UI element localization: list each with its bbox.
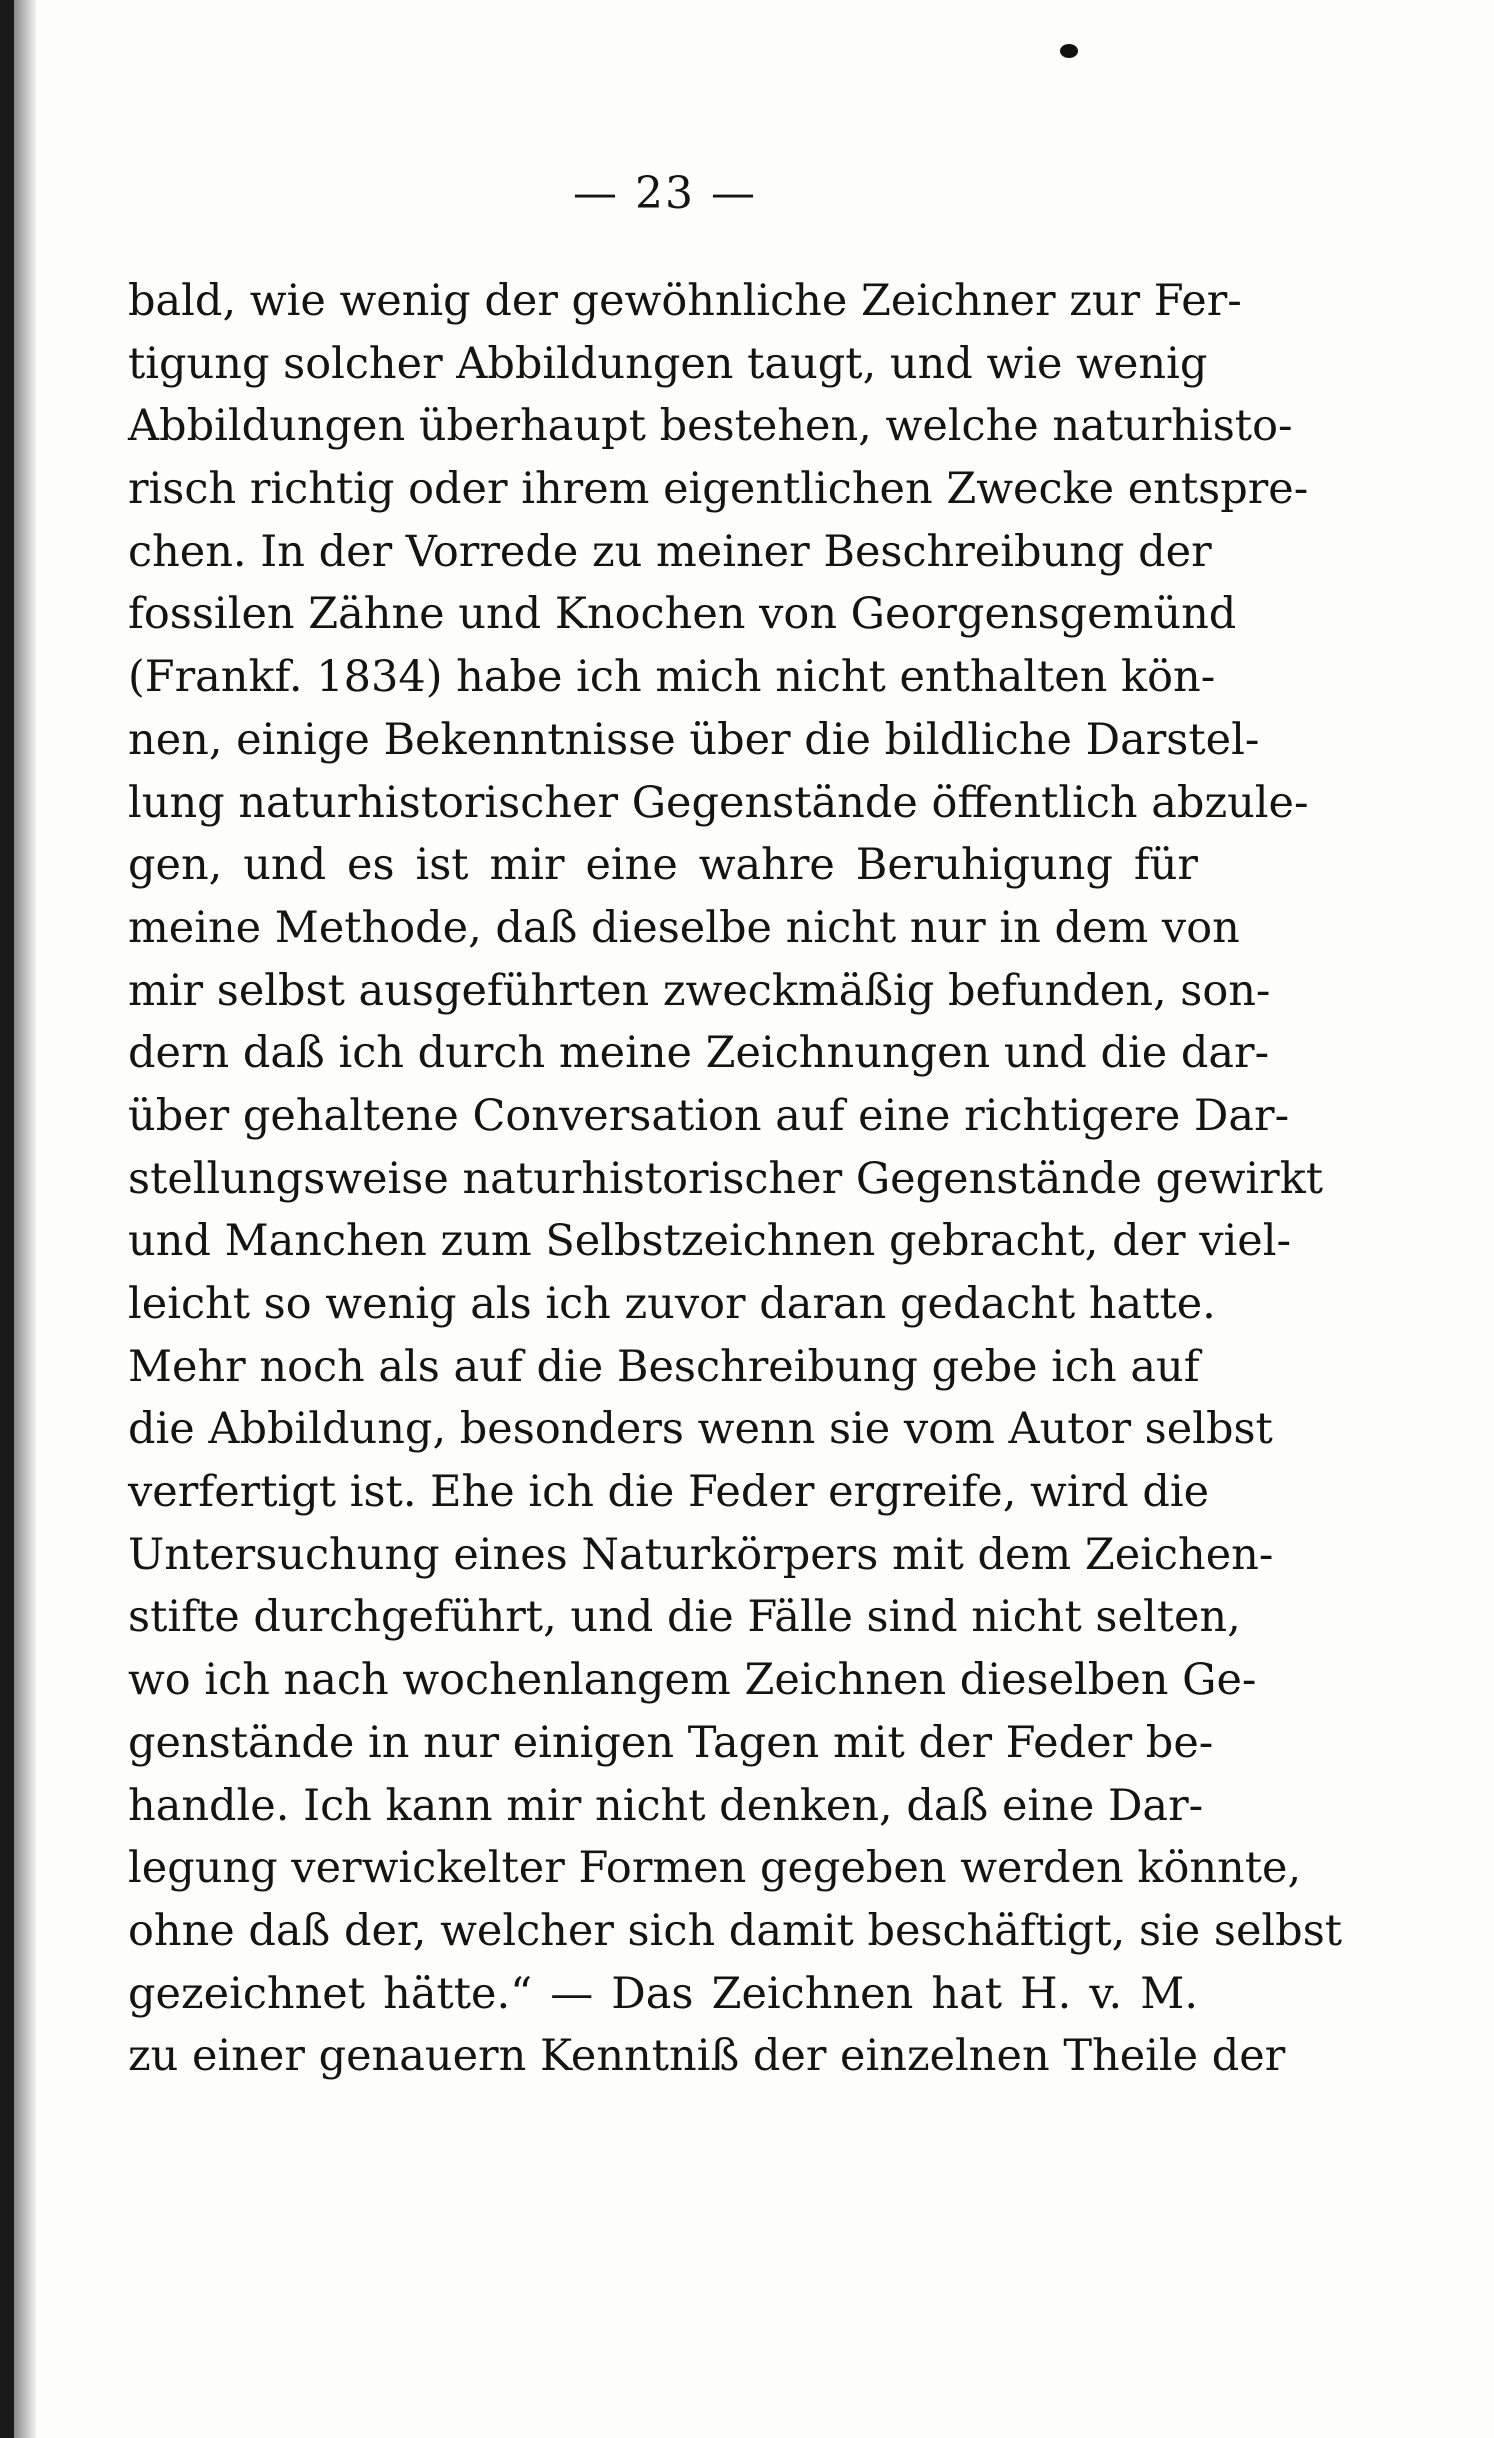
body-text [128,270,1343,2088]
text-line: gen, und es ist mir eine wahre Beruhigung für [128,840,1198,891]
text-line: (Frankf. 1834) habe ich mich nicht enthalten kön- [128,652,1216,703]
text-line: leicht so wenig als ich zuvor daran gedacht hatte. [128,1279,1216,1329]
text-line: bald, wie wenig der gewöhnliche Zeichner zur Fer- [128,276,1242,326]
text-line: tigung solcher Abbildungen taugt, und wie wenig [128,338,1208,389]
text-line: dern daß ich durch meine Zeichnungen und die dar- [128,1028,1270,1079]
binding-edge [0,0,14,2438]
text-line: über gehaltene Conversation auf eine richtigere Dar- [128,1090,1290,1141]
text-line: ohne daß der, welcher sich damit beschäftigt, sie selbst [128,1905,1343,1956]
text-line: und Manchen zum Selbstzeichnen gebracht, der viel- [128,1216,1292,1267]
text-line: Mehr noch als auf die Beschreibung gebe ich auf [128,1341,1200,1392]
text-line: zu einer genauern Kenntniß der einzelnen Theile der [128,2031,1286,2082]
text-line: gezeichnet hätte.“ — Das Zeichnen hat H. v. M. [128,1968,1198,2019]
text-line: legung verwickelter Formen gegeben werden könnte, [128,1843,1302,1894]
text-line: meine Methode, daß dieselbe nicht nur in dem von [128,902,1240,953]
text-line: wo ich nach wochenlangem Zeichnen dieselben Ge- [128,1655,1257,1706]
text-line: risch richtig oder ihrem eigentlichen Zwecke entspre- [128,464,1309,515]
text-line: mir selbst ausgeführten zweckmäßig befunden, son- [128,965,1271,1016]
text-line: handle. Ich kann mir nicht denken, daß eine Dar- [128,1780,1204,1831]
binding-shadow [14,0,36,2438]
text-line: genstände in nur einigen Tagen mit der Feder be- [128,1717,1214,1768]
text-line: Untersuchung eines Naturkörpers mit dem Zeichen- [128,1529,1274,1580]
text-line: stellungsweise naturhistorischer Gegenstände gewirkt [128,1153,1324,1204]
text-line: Abbildungen überhaupt bestehen, welche naturhisto- [128,401,1293,452]
text-line: die Abbildung, besonders wenn sie vom Autor selbst [128,1404,1273,1455]
text-line: nen, einige Bekenntnisse über die bildliche Darstel- [128,714,1260,765]
text-line: stifte durchgeführt, und die Fälle sind nicht selten, [128,1592,1241,1643]
ink-spot [1060,44,1078,58]
page-number: — 23 — [573,168,757,219]
text-line: chen. In der Vorrede zu meiner Beschreibung der [128,526,1212,577]
text-line: lung naturhistorischer Gegenstände öffentlich abzule- [128,777,1309,828]
text-line: verfertigt ist. Ehe ich die Feder ergreife, wird die [128,1467,1210,1518]
text-line: fossilen Zähne und Knochen von Georgensgemünd [128,589,1237,640]
